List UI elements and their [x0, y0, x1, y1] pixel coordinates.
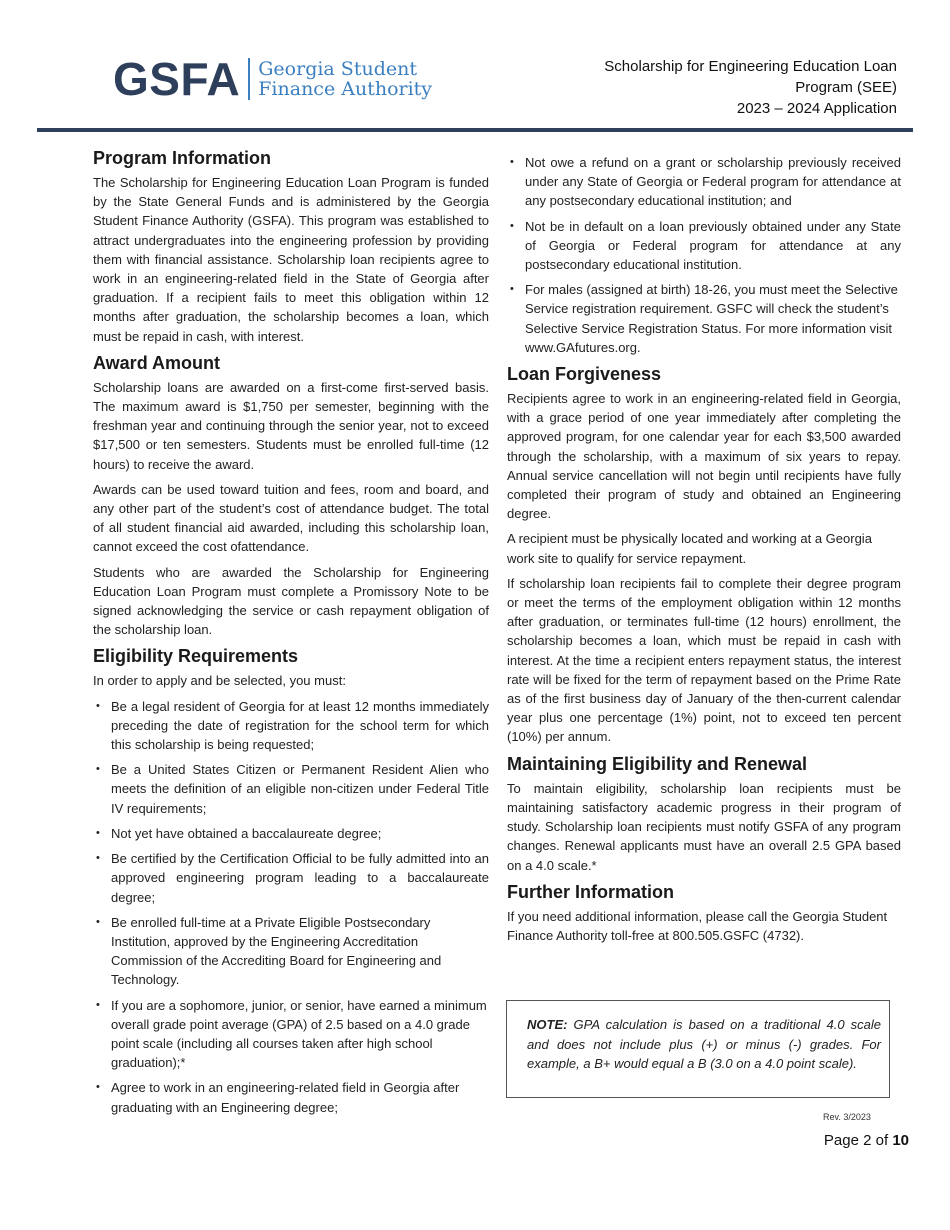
loan-forgiveness-p2: A recipient must be physically located and working at a Georgia work site to qualify for service repayment.: [507, 531, 872, 566]
header-title-line-2: Program (SEE): [795, 79, 897, 96]
gpa-note-box: [506, 1000, 890, 1098]
gsfa-logo: [113, 53, 433, 105]
award-amount-p3: Students who are awarded the Scholarship for Engineering Education Loan Program must complete a Promissory Note to be signed acknowledging the service or cash repayment obligation of the scholarship loan.: [93, 564, 489, 638]
revision-date: Rev. 3/2023: [823, 1112, 871, 1122]
header-year: 2023 – 2024 Application: [736, 100, 897, 117]
logo-line-1: Georgia Student: [258, 58, 417, 80]
logo-divider: [248, 58, 250, 100]
eligibility-item: • Be a United States Citizen or Permanent Resident Alien who meets the definition of an eligible non-citizen under Federal Title IV requirements;: [93, 760, 489, 818]
header-rule: [37, 128, 913, 132]
further-information-body: If you need additional information, please call the Georgia Student Finance Authority toll-free at 800.505.GSFC (4732).: [507, 908, 888, 943]
eligibility-section: [93, 645, 489, 1116]
loan-forgiveness-heading: Loan Forgiveness: [507, 364, 662, 385]
logo-line-2: Finance Authority: [258, 78, 433, 100]
maintaining-eligibility-body: To maintain eligibility, scholarship loan recipients must be maintaining satisfactory academic progress in their program of study. Scholarship loan recipients must notify GSFA of any program changes. Renewal applicants must have an overall 2.5 GPA based on a 4.0 scale.*: [507, 780, 901, 873]
award-amount-p2: Awards can be used toward tuition and fees, room and board, and any other part of the student’s cost of attendance budget. The total of all student financial aid awarded, including this scholarship loan, cannot exceed the cost ofattendance.: [93, 481, 489, 555]
program-information-body: The Scholarship for Engineering Education Loan Program is funded by the State General Funds and is administered by the Georgia Student Finance Authority (GSFA). This program was established to attract undergraduates into the engineering profession by providing them with financial assistance. Scholarship loan recipients agree to work in an engineering-related field in the State of Georgia after graduation. If a recipient fails to meet this obligation within 12 months after graduation, the scholarship becomes a loan, which must be repaid in cash, with interest.: [93, 175, 489, 344]
eligibility-heading: Eligibility Requirements: [93, 646, 299, 667]
loan-forgiveness-p1: Recipients agree to work in an engineering-related field in Georgia, with a grace period of one year immediately after completing the approved program, for one calendar year for each $3,500 awarded through the scholarship, with a maximum of six years to repay. Annual service cancellation will not begin until recipients have fully completed their program of study and obtained an Engineering degree.: [507, 391, 901, 522]
page-number: [824, 1132, 909, 1149]
eligibility-item: • For males (assigned at birth) 18-26, you must meet the Selective Service registration requirement. GSFC will check the student’s Selective Service Registration Status. For more information visit www.GAfutures.org.: [507, 280, 901, 357]
right-column: [507, 153, 901, 951]
eligibility-item: • Be certified by the Certification Official to be fully admitted into an approved engineering program leading to a baccalaureate degree;: [93, 849, 489, 907]
header-title-line-1: Scholarship for Engineering Education Loan: [604, 58, 897, 75]
maintaining-eligibility-heading: Maintaining Eligibility and Renewal: [507, 753, 808, 774]
note-text: GPA calculation is based on a traditional 4.0 scale and does not include plus (+) or minus (-) grades. For example, a B+ would equal a B (3.0 on a 4.0 point scale).: [527, 1017, 881, 1071]
eligibility-item: • Be enrolled full-time at a Private Eligible Postsecondary Institution, approved by the Engineering Accreditation Commission of the Accrediting Board for Engineering and Technology.: [93, 913, 489, 990]
program-information-section: [93, 147, 489, 346]
document-header: [557, 56, 897, 119]
loan-forgiveness-section: [507, 363, 901, 747]
note-label: NOTE:: [527, 1017, 568, 1032]
eligibility-intro: In order to apply and be selected, you must:: [93, 673, 346, 689]
page-number-prefix: Page 2 of: [823, 1132, 893, 1149]
eligibility-item: • Agree to work in an engineering-related field in Georgia after graduating with an Engineering degree;: [93, 1078, 489, 1116]
award-amount-heading: Award Amount: [93, 352, 221, 373]
eligibility-item: • Not yet have obtained a baccalaureate degree;: [93, 824, 489, 843]
eligibility-list: [93, 697, 489, 1117]
eligibility-item: • Be a legal resident of Georgia for at least 12 months immediately preceding the date of registration for the school term for which this scholarship is being requested;: [93, 697, 489, 755]
logo-wordmark: [258, 59, 432, 99]
eligibility-item: • Not owe a refund on a grant or scholarship previously received under any State of Georgia or Federal program for attendance at any postsecondary educational institution; and: [507, 153, 901, 211]
left-column: [93, 147, 489, 1123]
award-amount-p1: Scholarship loans are awarded on a first-come first-served basis. The maximum award is $1,750 per semester, beginning with the freshman year and continuing through the senior year, not to exceed $17,500 or ten semesters. Students must be enrolled full-time (12 hours) to receive the award.: [93, 379, 489, 472]
eligibility-item: • Not be in default on a loan previously obtained under any State of Georgia or Federal program for attendance at any postsecondary educational institution.: [507, 217, 901, 275]
program-information-heading: Program Information: [93, 148, 272, 168]
maintaining-eligibility-section: [507, 753, 901, 875]
loan-forgiveness-p3: If scholarship loan recipients fail to complete their degree program or meet the terms of the employment obligation within 12 months after graduation, or terminates full-time (12 hours) enrollment, the scholarship becomes a loan, which must be repaid in cash with interest. At the time a recipient enters repayment status, the interest rate will be fixed for the term of repayment based on the Prime Rate as of the first business day of January of the then-current calendar year plus one percentage (1%) point, not to exceed ten percent (10%) per annum.: [507, 575, 901, 745]
logo-acronym: GSFA: [113, 53, 241, 105]
further-information-heading: Further Information: [507, 881, 674, 902]
eligibility-item: • If you are a sophomore, junior, or senior, have earned a minimum overall grade point average (GPA) of 2.5 based on a 4.0 grade point scale (including all courses taken after high school graduation);*: [93, 996, 489, 1073]
eligibility-list-continued: [507, 153, 901, 357]
further-information-section: [507, 881, 901, 945]
award-amount-section: [93, 352, 489, 640]
page-total: 10: [892, 1132, 909, 1149]
